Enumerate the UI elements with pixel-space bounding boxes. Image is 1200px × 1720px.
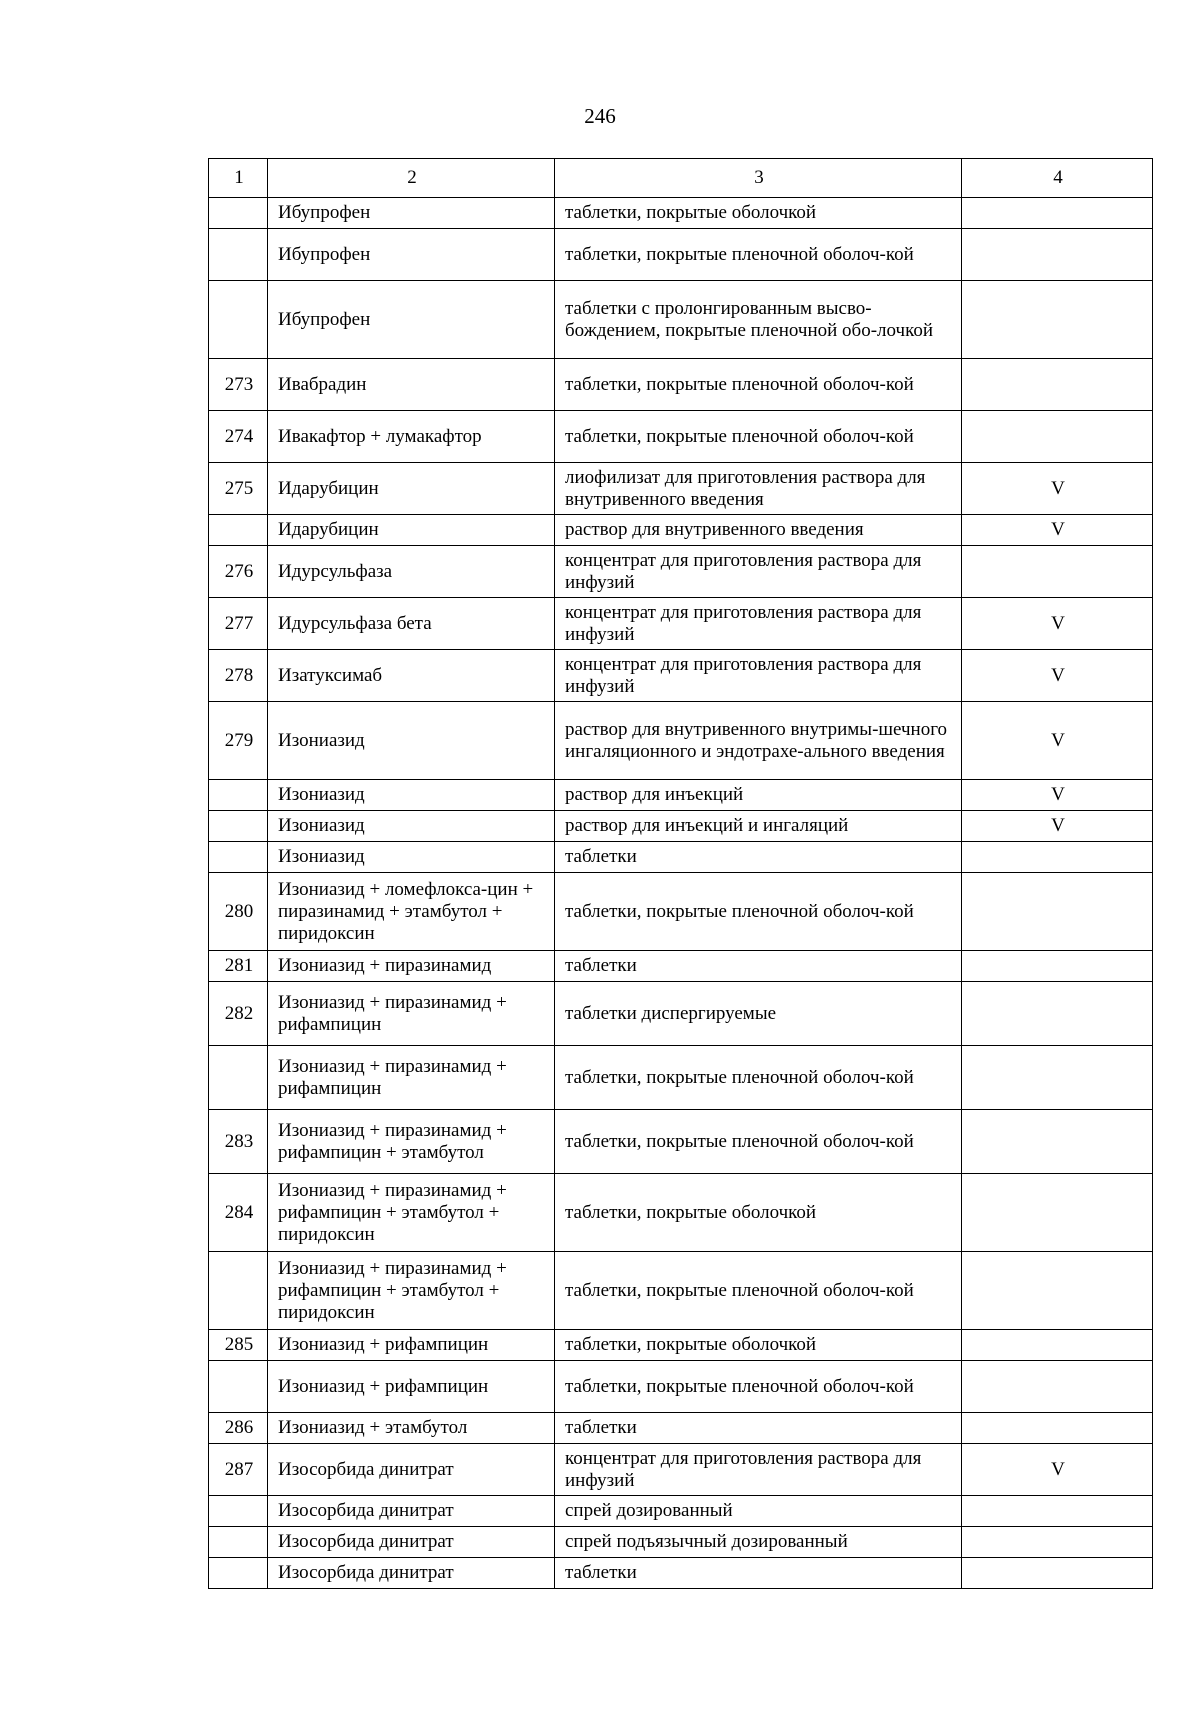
row-number-cell: 287 <box>209 1444 268 1496</box>
drug-name-cell: Ивабрадин <box>268 359 555 411</box>
mark-cell <box>962 281 1153 359</box>
dosage-form-cell: таблетки, покрытые пленочной оболоч-кой <box>555 229 962 281</box>
table-row <box>209 1174 1153 1252</box>
mark-cell <box>962 1110 1153 1174</box>
drug-name-cell: Изосорбида динитрат <box>268 1527 555 1558</box>
dosage-form-cell: концентрат для приготовления раствора для инфузий <box>555 598 962 650</box>
table-row <box>209 359 1153 411</box>
mark-cell <box>962 1558 1153 1589</box>
table-row <box>209 1110 1153 1174</box>
drug-name-cell: Ибупрофен <box>268 198 555 229</box>
drug-name-cell: Изониазид + пиразинамид + рифампицин + этамбутол <box>268 1110 555 1174</box>
table-row <box>209 650 1153 702</box>
table-row <box>209 411 1153 463</box>
drug-name-cell: Изониазид + пиразинамид + рифампицин <box>268 982 555 1046</box>
table-row <box>209 1444 1153 1496</box>
row-number-cell: 284 <box>209 1174 268 1252</box>
dosage-form-cell: таблетки, покрытые пленочной оболоч-кой <box>555 359 962 411</box>
mark-cell: V <box>962 650 1153 702</box>
dosage-form-cell: спрей дозированный <box>555 1496 962 1527</box>
mark-cell: V <box>962 1444 1153 1496</box>
row-number-cell: 282 <box>209 982 268 1046</box>
mark-cell <box>962 1174 1153 1252</box>
dosage-form-cell: таблетки диспергируемые <box>555 982 962 1046</box>
drug-name-cell: Изониазид + пиразинамид + рифампицин <box>268 1046 555 1110</box>
table-row <box>209 702 1153 780</box>
drug-name-cell: Изосорбида динитрат <box>268 1444 555 1496</box>
row-number-cell: 277 <box>209 598 268 650</box>
mark-cell <box>962 229 1153 281</box>
drug-name-cell: Изониазид + пиразинамид + рифампицин + этамбутол + пиридоксин <box>268 1174 555 1252</box>
drug-name-cell: Идурсульфаза бета <box>268 598 555 650</box>
dosage-form-cell: концентрат для приготовления раствора для инфузий <box>555 546 962 598</box>
dosage-form-cell: раствор для инъекций и ингаляций <box>555 811 962 842</box>
row-number-cell <box>209 811 268 842</box>
drug-name-cell: Изониазид <box>268 811 555 842</box>
mark-cell <box>962 873 1153 951</box>
table-header-row <box>209 159 1153 198</box>
row-number-cell: 275 <box>209 463 268 515</box>
table-row <box>209 463 1153 515</box>
dosage-form-cell: таблетки, покрытые оболочкой <box>555 1330 962 1361</box>
dosage-form-cell: таблетки, покрытые пленочной оболоч-кой <box>555 1110 962 1174</box>
mark-cell <box>962 982 1153 1046</box>
dosage-form-cell: таблетки <box>555 1413 962 1444</box>
row-number-cell <box>209 1558 268 1589</box>
mark-cell <box>962 198 1153 229</box>
dosage-form-cell: таблетки <box>555 951 962 982</box>
drug-name-cell: Изониазид + рифампицин <box>268 1330 555 1361</box>
drug-name-cell: Изониазид + этамбутол <box>268 1413 555 1444</box>
row-number-cell <box>209 780 268 811</box>
row-number-cell: 283 <box>209 1110 268 1174</box>
row-number-cell: 280 <box>209 873 268 951</box>
row-number-cell: 281 <box>209 951 268 982</box>
dosage-form-cell: таблетки с пролонгированным высво-бождением, покрытые пленочной обо-лочкой <box>555 281 962 359</box>
table-row <box>209 1252 1153 1330</box>
table-body <box>209 198 1153 1589</box>
mark-cell: V <box>962 702 1153 780</box>
row-number-cell <box>209 198 268 229</box>
table-row <box>209 598 1153 650</box>
table-row <box>209 229 1153 281</box>
row-number-cell <box>209 1527 268 1558</box>
row-number-cell <box>209 1496 268 1527</box>
dosage-form-cell: таблетки <box>555 842 962 873</box>
table-row <box>209 1361 1153 1413</box>
drug-name-cell: Изосорбида динитрат <box>268 1558 555 1589</box>
row-number-cell <box>209 842 268 873</box>
table-row <box>209 1413 1153 1444</box>
column-header-3: 3 <box>555 159 962 198</box>
mark-cell <box>962 951 1153 982</box>
mark-cell <box>962 359 1153 411</box>
column-header-1: 1 <box>209 159 268 198</box>
row-number-cell: 279 <box>209 702 268 780</box>
mark-cell: V <box>962 811 1153 842</box>
mark-cell <box>962 411 1153 463</box>
row-number-cell <box>209 515 268 546</box>
column-header-4: 4 <box>962 159 1153 198</box>
table-row <box>209 1046 1153 1110</box>
dosage-form-cell: концентрат для приготовления раствора для инфузий <box>555 1444 962 1496</box>
table-row <box>209 873 1153 951</box>
row-number-cell <box>209 1046 268 1110</box>
table-row <box>209 811 1153 842</box>
row-number-cell: 273 <box>209 359 268 411</box>
dosage-form-cell: лиофилизат для приготовления раствора для внутривенного введения <box>555 463 962 515</box>
dosage-form-cell: таблетки, покрытые пленочной оболоч-кой <box>555 1252 962 1330</box>
mark-cell <box>962 1330 1153 1361</box>
table-row <box>209 1558 1153 1589</box>
table-row <box>209 198 1153 229</box>
drug-name-cell: Изониазид + пиразинамид <box>268 951 555 982</box>
dosage-form-cell: таблетки, покрытые пленочной оболоч-кой <box>555 873 962 951</box>
dosage-form-cell: таблетки, покрытые оболочкой <box>555 1174 962 1252</box>
table-row <box>209 281 1153 359</box>
drug-name-cell: Ибупрофен <box>268 229 555 281</box>
row-number-cell <box>209 1361 268 1413</box>
table-row <box>209 1330 1153 1361</box>
drug-name-cell: Изатуксимаб <box>268 650 555 702</box>
drug-name-cell: Изосорбида динитрат <box>268 1496 555 1527</box>
row-number-cell <box>209 229 268 281</box>
mark-cell <box>962 1046 1153 1110</box>
drug-name-cell: Изониазид + ломефлокса-цин + пиразинамид + этамбутол + пиридоксин <box>268 873 555 951</box>
row-number-cell <box>209 281 268 359</box>
dosage-form-cell: спрей подъязычный дозированный <box>555 1527 962 1558</box>
row-number-cell: 278 <box>209 650 268 702</box>
mark-cell <box>962 842 1153 873</box>
mark-cell <box>962 1527 1153 1558</box>
dosage-form-cell: таблетки, покрытые пленочной оболоч-кой <box>555 411 962 463</box>
page-number: 246 <box>584 104 616 128</box>
table-row <box>209 1527 1153 1558</box>
table-row <box>209 842 1153 873</box>
mark-cell <box>962 546 1153 598</box>
drug-name-cell: Идарубицин <box>268 515 555 546</box>
table-row <box>209 546 1153 598</box>
mark-cell <box>962 1361 1153 1413</box>
mark-cell: V <box>962 463 1153 515</box>
mark-cell <box>962 1252 1153 1330</box>
dosage-form-cell: таблетки <box>555 1558 962 1589</box>
drug-name-cell: Изониазид <box>268 702 555 780</box>
mark-cell: V <box>962 780 1153 811</box>
row-number-cell <box>209 1252 268 1330</box>
drug-name-cell: Изониазид + рифампицин <box>268 1361 555 1413</box>
dosage-form-cell: раствор для внутривенного введения <box>555 515 962 546</box>
dosage-form-cell: раствор для инъекций <box>555 780 962 811</box>
row-number-cell: 276 <box>209 546 268 598</box>
dosage-form-cell: раствор для внутривенного внутримы-шечного ингаляционного и эндотрахе-ального введения <box>555 702 962 780</box>
mark-cell: V <box>962 598 1153 650</box>
dosage-form-cell: концентрат для приготовления раствора для инфузий <box>555 650 962 702</box>
row-number-cell: 285 <box>209 1330 268 1361</box>
drug-name-cell: Изониазид <box>268 842 555 873</box>
table-row <box>209 780 1153 811</box>
drug-name-cell: Изониазид <box>268 780 555 811</box>
mark-cell <box>962 1413 1153 1444</box>
drug-table <box>208 158 1153 1589</box>
dosage-form-cell: таблетки, покрытые пленочной оболоч-кой <box>555 1361 962 1413</box>
mark-cell <box>962 1496 1153 1527</box>
table-row <box>209 1496 1153 1527</box>
table-row <box>209 951 1153 982</box>
column-header-2: 2 <box>268 159 555 198</box>
row-number-cell: 286 <box>209 1413 268 1444</box>
mark-cell: V <box>962 515 1153 546</box>
drug-name-cell: Идарубицин <box>268 463 555 515</box>
dosage-form-cell: таблетки, покрытые оболочкой <box>555 198 962 229</box>
dosage-form-cell: таблетки, покрытые пленочной оболоч-кой <box>555 1046 962 1110</box>
table-row <box>209 982 1153 1046</box>
table-row <box>209 515 1153 546</box>
drug-name-cell: Идурсульфаза <box>268 546 555 598</box>
drug-name-cell: Ивакафтор + лумакафтор <box>268 411 555 463</box>
drug-name-cell: Ибупрофен <box>268 281 555 359</box>
row-number-cell: 274 <box>209 411 268 463</box>
drug-name-cell: Изониазид + пиразинамид + рифампицин + этамбутол + пиридоксин <box>268 1252 555 1330</box>
